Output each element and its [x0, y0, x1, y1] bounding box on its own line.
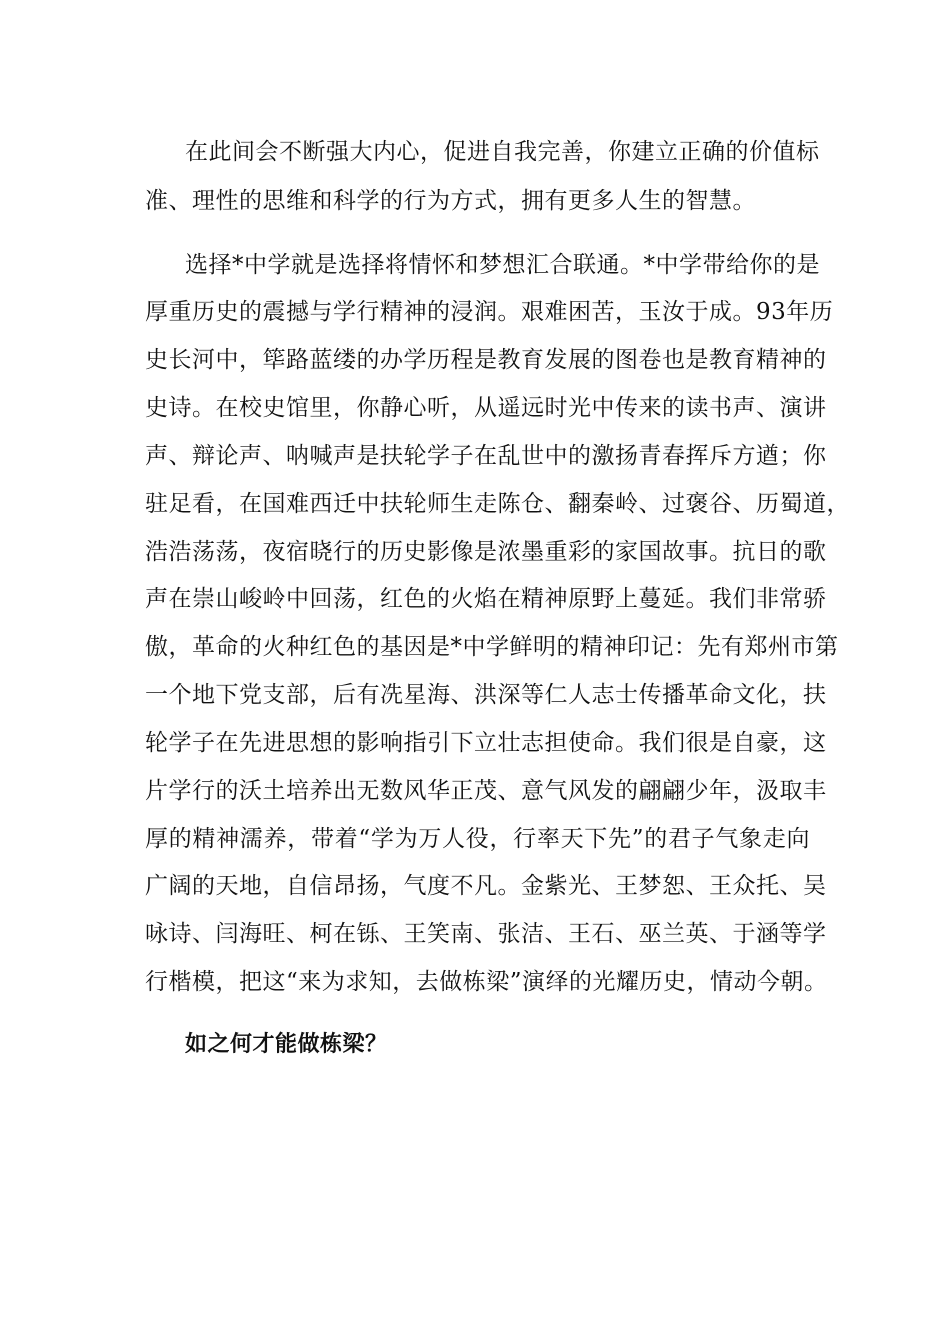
paragraph-line: 片学行的沃土培养出无数风华正茂、意气风发的翩翩少年，汲取丰 [145, 778, 827, 804]
paragraph-line: 厚的精神濡养，带着“学为万人役，行率天下先”的君子气象走向 [145, 826, 810, 852]
paragraph-line: 声、辩论声、呐喊声是扶轮学子在乱世中的激扬青春挥斥方遒；你 [145, 443, 827, 469]
paragraph-line: 史诗。在校史馆里，你静心听，从遥远时光中传来的读书声、演讲 [145, 395, 827, 421]
paragraph-line: 在此间会不断强大内心，促进自我完善，你建立正确的价值标 [185, 139, 820, 165]
paragraph-line: 傲，革命的火种红色的基因是*中学鲜明的精神印记：先有郑州市第 [145, 634, 839, 660]
paragraph-line: 行楷模，把这“来为求知，去做栋梁”演绎的光耀历史，情动今朝。 [145, 969, 828, 995]
paragraph-line: 广阔的天地，自信昂扬，气度不凡。金紫光、王梦恕、王众托、吴 [145, 873, 827, 899]
paragraph-line: 浩浩荡荡，夜宿晓行的历史影像是浓墨重彩的家国故事。抗日的歌 [145, 539, 827, 565]
paragraph-line: 一个地下党支部，后有冼星海、洪深等仁人志士传播革命文化，扶 [145, 682, 827, 708]
paragraph-line: 轮学子在先进思想的影响指引下立壮志担使命。我们很是自豪，这 [145, 730, 827, 756]
section-heading: 如之何才能做栋梁？ [185, 1032, 388, 1057]
paragraph-line: 准、理性的思维和科学的行为方式，拥有更多人生的智慧。 [145, 188, 756, 214]
paragraph-line: 声在崇山峻岭中回荡，红色的火焰在精神原野上蔓延。我们非常骄 [145, 586, 827, 612]
paragraph-line: 史长河中，筚路蓝缕的办学历程是教育发展的图卷也是教育精神的 [145, 347, 827, 373]
paragraph-line: 选择*中学就是选择将情怀和梦想汇合联通。*中学带给你的是 [185, 252, 820, 278]
paragraph-line: 咏诗、闫海旺、柯在铄、王笑南、张洁、王石、巫兰英、于涵等学 [145, 921, 827, 947]
paragraph-line: 厚重历史的震撼与学行精神的浸润。艰难困苦，玉汝于成。93年历 [145, 299, 834, 325]
paragraph-line: 驻足看，在国难西迁中扶轮师生走陈仓、翻秦岭、过褒谷、历蜀道， [145, 491, 850, 517]
